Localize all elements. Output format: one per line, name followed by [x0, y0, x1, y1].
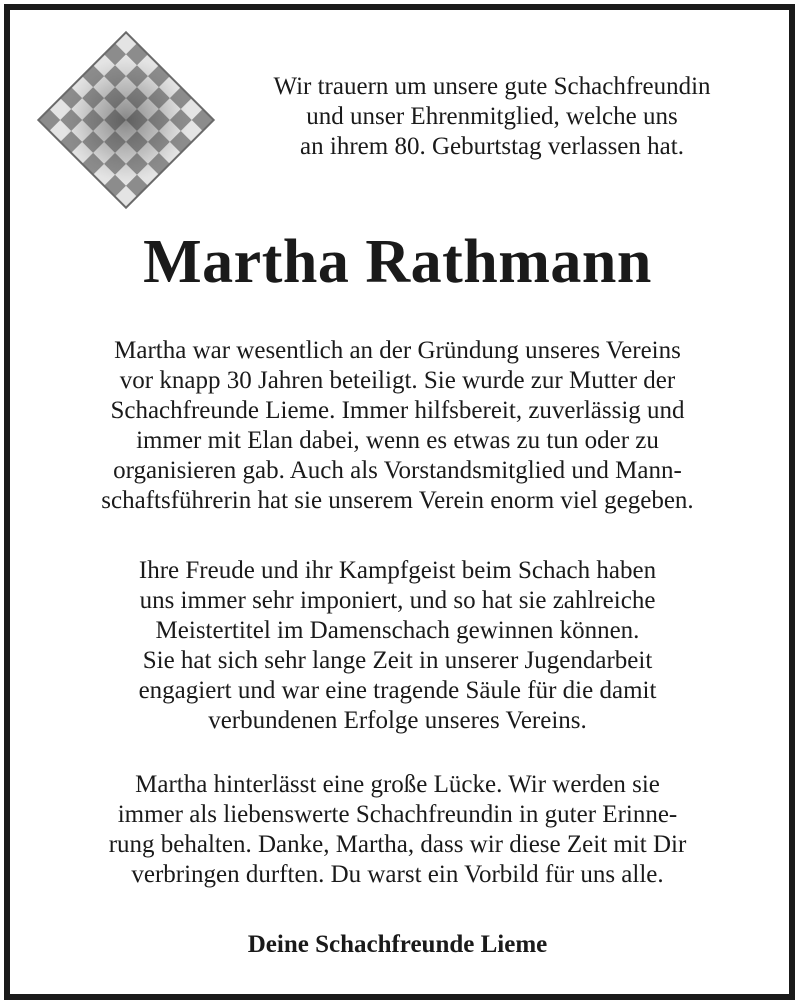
text-line: rung behalten. Danke, Martha, dass wir diese Zeit mit Dir: [108, 831, 687, 858]
text-line: Meistertitel im Damenschach gewinnen können.: [155, 617, 640, 644]
text-line: vor knapp 30 Jahren beteiligt. Sie wurde zur Mutter der: [119, 367, 676, 394]
paragraph-achievements: [0, 556, 795, 736]
paragraph-founding: [0, 336, 795, 516]
text-line: immer als liebenswerte Schachfreundin in guter Erinne-: [117, 801, 678, 828]
text-line: Sie hat sich sehr lange Zeit in unserer Jugendarbeit: [142, 647, 653, 674]
intro-line: und unser Ehrenmitglied, welche uns: [306, 103, 678, 130]
text-line: verbundenen Erfolge unseres Vereins.: [208, 707, 587, 734]
text-line: Martha war wesentlich an der Gründung unseres Vereins: [114, 337, 681, 364]
text-line: engagiert und war eine tragende Säule für die damit: [138, 677, 657, 704]
text-line: organisieren gab. Auch als Vorstandsmitglied und Mann-: [113, 457, 682, 484]
text-line: uns immer sehr imponiert, und so hat sie zahlreiche: [139, 587, 656, 614]
text-line: Martha hinterlässt eine große Lücke. Wir werden sie: [135, 771, 660, 798]
text-line: immer mit Elan dabei, wenn es etwas zu tun oder zu: [136, 427, 659, 454]
chessboard-icon: [36, 30, 216, 210]
signature: Deine Schachfreunde Lieme: [247, 931, 548, 958]
intro-line: Wir trauern um unsere gute Schachfreundin: [273, 73, 711, 100]
paragraph-farewell: [0, 770, 795, 890]
text-line: verbringen durften. Du warst ein Vorbild für uns alle.: [131, 861, 664, 888]
deceased-name: Martha Rathmann: [143, 228, 652, 296]
text-line: schaftsführerin hat sie unserem Verein enorm viel gegeben.: [101, 487, 694, 514]
text-line: Schachfreunde Lieme. Immer hilfsbereit, zuverlässig und: [110, 397, 685, 424]
text-line: Ihre Freude und ihr Kampfgeist beim Schach haben: [138, 557, 657, 584]
intro-line: an ihrem 80. Geburtstag verlassen hat.: [300, 133, 684, 160]
intro-text: [222, 72, 762, 162]
